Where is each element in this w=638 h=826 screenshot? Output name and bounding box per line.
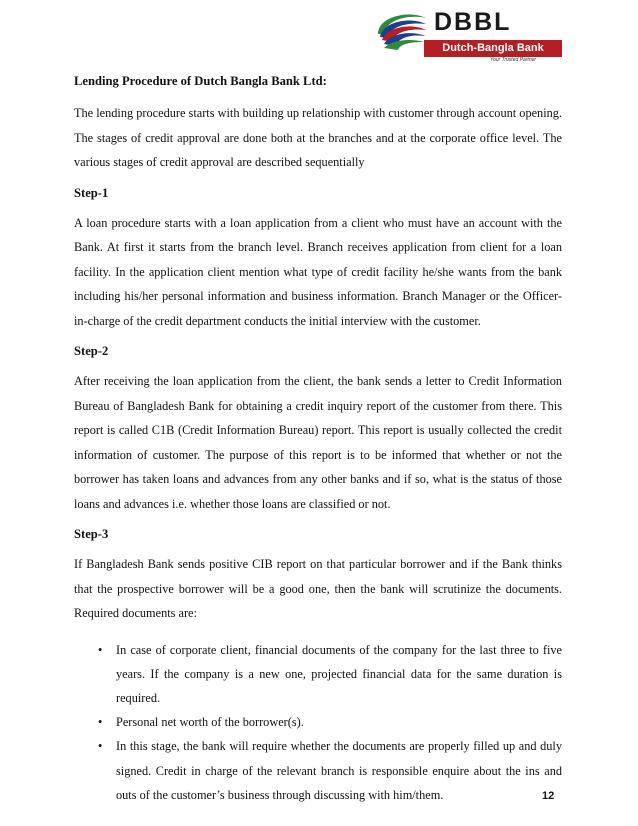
- dbbl-logo: [370, 4, 566, 62]
- bullet-icon: •: [98, 739, 103, 754]
- list-item: [74, 734, 562, 807]
- list-item: [74, 710, 562, 734]
- list-item-text: In case of corporate client, financial documents of the company for the last three to five years. If the company is a new one, projected financial data for the same duration is required.: [116, 642, 562, 705]
- list-item: [74, 638, 562, 711]
- bullet-icon: •: [98, 715, 103, 730]
- page-number: 12: [542, 790, 555, 802]
- logo-bank-name: Dutch-Bangla Bank: [442, 42, 544, 54]
- intro-paragraph: The lending procedure starts with building up relationship with customer through account opening. The stages of credit approval are done both at the branches and at the corporate office level. The various stages of credit approval are described sequentially: [74, 106, 562, 169]
- step2-paragraph: After receiving the loan application from the client, the bank sends a letter to Credit Information Bureau of Bangladesh Bank for obtaining a credit inquiry report of the customer from there. This report is called C1B (Credit Information Bureau) report. This report is usually collected the credit information of customer. The purpose of this report is to be informed that whether or not the borrower has taken loans and advances from any other banks and if so, what is the status of those loans and advances i.e. whether those loans are classified or not.: [74, 374, 562, 511]
- document-body: [74, 71, 562, 807]
- step3-paragraph: If Bangladesh Bank sends positive CIB report on that particular borrower and if the Bank thinks that the prospective borrower will be a good one, then the bank will scrutinize the documents. Required documents are:: [74, 557, 562, 620]
- document-title: Lending Procedure of Dutch Bangla Bank Ltd:: [74, 74, 327, 88]
- bullet-icon: •: [98, 642, 103, 657]
- step1-paragraph: A loan procedure starts with a loan application from a client who must have an account with the Bank. At first it starts from the branch level. Branch receives application from client for a loan facility. In the application client mention what type of credit facility he/she wants from the bank including his/her personal information and business information. Branch Manager or the Officer-in-charge of the credit department conducts the initial interview with the customer.: [74, 215, 562, 328]
- logo-wordmark: DBBL: [434, 8, 512, 36]
- required-documents-list: [74, 638, 562, 807]
- list-item-text: Personal net worth of the borrower(s).: [116, 715, 304, 730]
- step2-heading: Step-2: [74, 344, 109, 358]
- step3-heading: Step-3: [74, 527, 109, 541]
- step1-heading: Step-1: [74, 185, 109, 200]
- logo-tagline: Your Trusted Partner: [490, 57, 537, 63]
- list-item-text: In this stage, the bank will require whether the documents are properly filled up and duly signed. Credit in charge of the relevant branch is responsible enquire about the ins and outs of the customer’s business through discussing with him/them.: [116, 739, 562, 802]
- dbbl-swoosh-icon: [370, 4, 430, 62]
